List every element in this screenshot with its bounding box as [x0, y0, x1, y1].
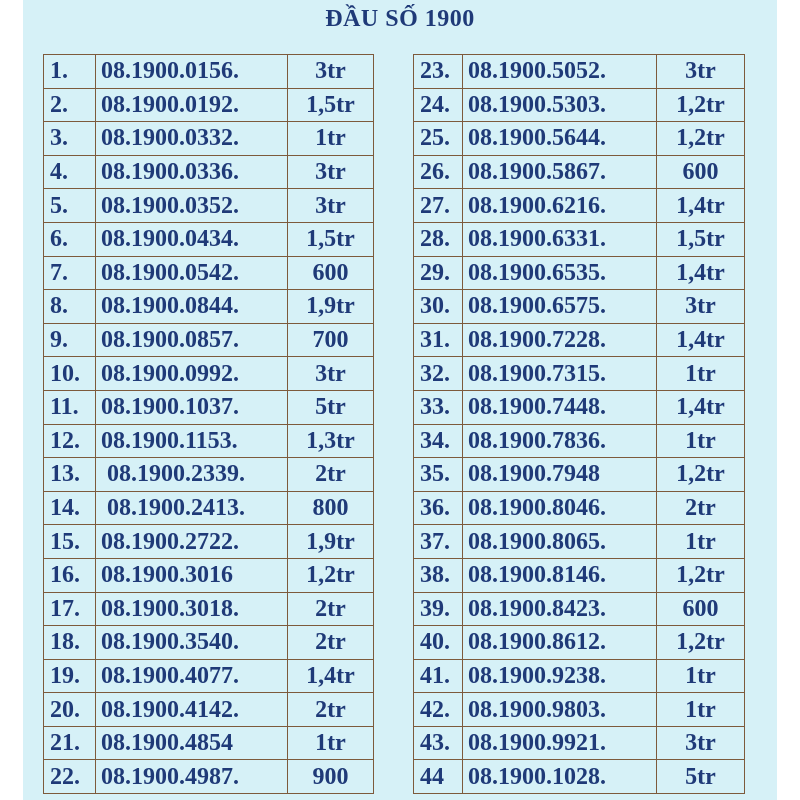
table-row	[44, 525, 374, 559]
price: 1,4tr	[657, 256, 745, 290]
row-index: 30.	[414, 290, 463, 324]
table-row	[414, 458, 745, 492]
row-index: 15.	[44, 525, 96, 559]
table-row	[414, 659, 745, 693]
row-index: 25.	[414, 122, 463, 156]
phone-number: 08.1900.4077.	[96, 659, 288, 693]
table-row	[414, 693, 745, 727]
row-index: 7.	[44, 256, 96, 290]
table-row	[44, 626, 374, 660]
phone-number: 08.1900.6535.	[463, 256, 657, 290]
table-row	[414, 155, 745, 189]
phone-number: 08.1900.0336.	[96, 155, 288, 189]
price-list-panel	[23, 0, 777, 800]
phone-number: 08.1900.8146.	[463, 558, 657, 592]
table-row	[44, 558, 374, 592]
table-row	[44, 491, 374, 525]
price: 1,2tr	[288, 558, 374, 592]
row-index: 5.	[44, 189, 96, 223]
table-row	[414, 760, 745, 794]
table-row	[414, 491, 745, 525]
price: 2tr	[288, 458, 374, 492]
phone-number: 08.1900.8612.	[463, 626, 657, 660]
table-row	[44, 760, 374, 794]
row-index: 12.	[44, 424, 96, 458]
price: 2tr	[288, 626, 374, 660]
row-index: 10.	[44, 357, 96, 391]
price: 1,5tr	[657, 222, 745, 256]
phone-number: 08.1900.4854	[96, 726, 288, 760]
table-row	[44, 659, 374, 693]
row-index: 4.	[44, 155, 96, 189]
price: 1tr	[288, 726, 374, 760]
row-index: 37.	[414, 525, 463, 559]
table-row	[44, 323, 374, 357]
table-row	[44, 256, 374, 290]
price: 2tr	[288, 592, 374, 626]
price: 1,4tr	[288, 659, 374, 693]
row-index: 17.	[44, 592, 96, 626]
page-title: ĐẦU SỐ 1900	[325, 6, 475, 32]
row-index: 44	[414, 760, 463, 794]
phone-number: 08.1900.1028.	[463, 760, 657, 794]
table-row	[414, 558, 745, 592]
table-row	[44, 592, 374, 626]
phone-number: 08.1900.0192.	[96, 88, 288, 122]
row-index: 9.	[44, 323, 96, 357]
phone-number: 08.1900.0857.	[96, 323, 288, 357]
table-row	[44, 726, 374, 760]
row-index: 3.	[44, 122, 96, 156]
phone-number: 08.1900.9238.	[463, 659, 657, 693]
phone-number: 08.1900.5052.	[463, 55, 657, 89]
table-row	[414, 323, 745, 357]
table-row	[414, 390, 745, 424]
row-index: 19.	[44, 659, 96, 693]
price: 1,9tr	[288, 525, 374, 559]
phone-number: 08.1900.0332.	[96, 122, 288, 156]
table-row	[414, 592, 745, 626]
row-index: 41.	[414, 659, 463, 693]
price: 5tr	[657, 760, 745, 794]
price: 600	[657, 592, 745, 626]
phone-number: 08.1900.2339.	[96, 458, 288, 492]
table-row	[414, 626, 745, 660]
table-row	[44, 290, 374, 324]
phone-number: 08.1900.0352.	[96, 189, 288, 223]
phone-number: 08.1900.6331.	[463, 222, 657, 256]
row-index: 20.	[44, 693, 96, 727]
table-row	[44, 122, 374, 156]
phone-number: 08.1900.8046.	[463, 491, 657, 525]
phone-number: 08.1900.5644.	[463, 122, 657, 156]
price: 1tr	[657, 659, 745, 693]
price: 1,5tr	[288, 222, 374, 256]
table-row	[414, 88, 745, 122]
table-row	[44, 390, 374, 424]
price: 3tr	[288, 357, 374, 391]
row-index: 26.	[414, 155, 463, 189]
table-row	[44, 458, 374, 492]
price: 1,4tr	[657, 323, 745, 357]
price: 900	[288, 760, 374, 794]
row-index: 43.	[414, 726, 463, 760]
price: 600	[657, 155, 745, 189]
row-index: 35.	[414, 458, 463, 492]
table-row	[414, 55, 745, 89]
row-index: 21.	[44, 726, 96, 760]
phone-number: 08.1900.7448.	[463, 390, 657, 424]
row-index: 6.	[44, 222, 96, 256]
phone-number: 08.1900.8423.	[463, 592, 657, 626]
phone-number: 08.1900.7228.	[463, 323, 657, 357]
phone-number: 08.1900.3540.	[96, 626, 288, 660]
row-index: 40.	[414, 626, 463, 660]
left-number-table	[43, 54, 374, 794]
row-index: 2.	[44, 88, 96, 122]
price: 1,2tr	[657, 122, 745, 156]
price: 1tr	[657, 357, 745, 391]
phone-number: 08.1900.1153.	[96, 424, 288, 458]
row-index: 16.	[44, 558, 96, 592]
table-row	[44, 55, 374, 89]
table-row	[44, 693, 374, 727]
phone-number: 08.1900.7836.	[463, 424, 657, 458]
table-row	[44, 357, 374, 391]
row-index: 36.	[414, 491, 463, 525]
price: 1,2tr	[657, 558, 745, 592]
phone-number: 08.1900.0992.	[96, 357, 288, 391]
row-index: 38.	[414, 558, 463, 592]
row-index: 27.	[414, 189, 463, 223]
price: 1tr	[657, 525, 745, 559]
phone-number: 08.1900.2413.	[96, 491, 288, 525]
phone-number: 08.1900.1037.	[96, 390, 288, 424]
row-index: 8.	[44, 290, 96, 324]
price: 5tr	[288, 390, 374, 424]
table-row	[44, 155, 374, 189]
row-index: 11.	[44, 390, 96, 424]
price: 1,2tr	[657, 458, 745, 492]
table-row	[414, 122, 745, 156]
table-row	[414, 256, 745, 290]
price: 600	[288, 256, 374, 290]
row-index: 1.	[44, 55, 96, 89]
phone-number: 08.1900.3018.	[96, 592, 288, 626]
phone-number: 08.1900.2722.	[96, 525, 288, 559]
phone-number: 08.1900.6575.	[463, 290, 657, 324]
price: 2tr	[657, 491, 745, 525]
price: 1tr	[657, 424, 745, 458]
price: 800	[288, 491, 374, 525]
table-row	[414, 189, 745, 223]
price: 3tr	[657, 290, 745, 324]
row-index: 22.	[44, 760, 96, 794]
price: 3tr	[288, 189, 374, 223]
price: 1,5tr	[288, 88, 374, 122]
price: 1tr	[288, 122, 374, 156]
phone-number: 08.1900.7948	[463, 458, 657, 492]
table-row	[414, 222, 745, 256]
row-index: 14.	[44, 491, 96, 525]
row-index: 24.	[414, 88, 463, 122]
row-index: 32.	[414, 357, 463, 391]
table-row	[414, 525, 745, 559]
price: 3tr	[657, 726, 745, 760]
price: 3tr	[288, 55, 374, 89]
row-index: 18.	[44, 626, 96, 660]
row-index: 29.	[414, 256, 463, 290]
table-row	[44, 88, 374, 122]
phone-number: 08.1900.3016	[96, 558, 288, 592]
phone-number: 08.1900.9803.	[463, 693, 657, 727]
phone-number: 08.1900.7315.	[463, 357, 657, 391]
price: 1,2tr	[657, 626, 745, 660]
price: 1,2tr	[657, 88, 745, 122]
price: 1,3tr	[288, 424, 374, 458]
row-index: 28.	[414, 222, 463, 256]
price: 1,4tr	[657, 189, 745, 223]
phone-number: 08.1900.8065.	[463, 525, 657, 559]
row-index: 31.	[414, 323, 463, 357]
price: 1,4tr	[657, 390, 745, 424]
phone-number: 08.1900.5303.	[463, 88, 657, 122]
row-index: 13.	[44, 458, 96, 492]
phone-number: 08.1900.4142.	[96, 693, 288, 727]
price: 1tr	[657, 693, 745, 727]
phone-number: 08.1900.4987.	[96, 760, 288, 794]
price: 3tr	[657, 55, 745, 89]
price: 700	[288, 323, 374, 357]
row-index: 39.	[414, 592, 463, 626]
phone-number: 08.1900.0844.	[96, 290, 288, 324]
phone-number: 08.1900.6216.	[463, 189, 657, 223]
table-row	[414, 290, 745, 324]
price: 2tr	[288, 693, 374, 727]
phone-number: 08.1900.0156.	[96, 55, 288, 89]
phone-number: 08.1900.0434.	[96, 222, 288, 256]
table-row	[414, 424, 745, 458]
table-row	[44, 222, 374, 256]
table-row	[414, 726, 745, 760]
phone-number: 08.1900.9921.	[463, 726, 657, 760]
right-number-table	[413, 54, 745, 794]
phone-number: 08.1900.5867.	[463, 155, 657, 189]
row-index: 23.	[414, 55, 463, 89]
price: 3tr	[288, 155, 374, 189]
row-index: 34.	[414, 424, 463, 458]
table-row	[414, 357, 745, 391]
phone-number: 08.1900.0542.	[96, 256, 288, 290]
price: 1,9tr	[288, 290, 374, 324]
table-row	[44, 424, 374, 458]
table-row	[44, 189, 374, 223]
row-index: 42.	[414, 693, 463, 727]
row-index: 33.	[414, 390, 463, 424]
